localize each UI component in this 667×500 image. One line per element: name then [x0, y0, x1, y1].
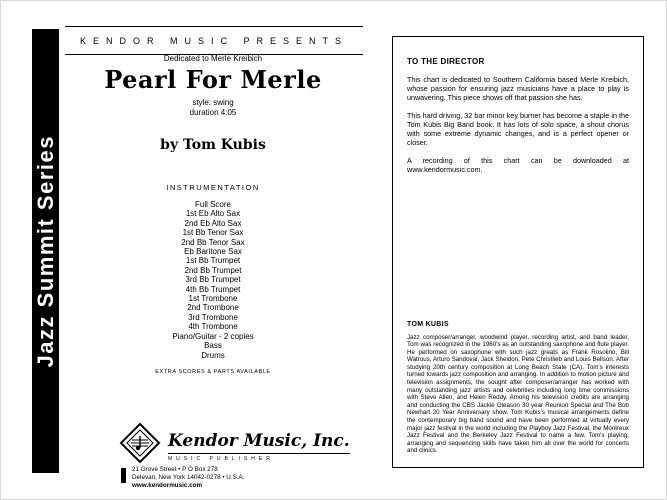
bio-text: Jazz composer/arranger, woodwind player, recording artist, and band leader, Tom was recognized in the 1960's as an outstanding saxophone and flute player. He performed on saxophone with such jazz greats as Frank Rosolino, Bill Watrous, Arturo Sandoval, Jack Sheldon, Pete Christlieb and Louis Bellson. After studying 20th century composition at Long Beach State (CA), Tom's interests turned towards jazz composition and arranging. In addition to motion picture and television assignments, the sought after composer/arranger has worked with many outstanding jazz artists and celebrities including long time commissions with Steve Allen, and Helen Reddy. Among his television credits are arranging and conducting the CBS Jackie Gleason 30 year Reunion Special and The Bob Newhart 20 Year Anniversary show. Tom Kubis's musical arrangements define the contemporary big band sound and have been performed at virtually every major jazz festival in the world including the Playboy Jazz Festival, the Montreux Jazz Festival and the Berkeley Jazz Festival to name a few. Tom's playing, arranging and sequencing skills have taken him all over the world for concerts and clinics.: [407, 333, 629, 455]
director-paragraph: A recording of this chart can be downloaded at www.kendormusic.com.: [407, 156, 629, 174]
publisher-block: [119, 422, 369, 490]
kendor-diamond-logo-icon: [119, 422, 161, 464]
series-sidebar: [32, 29, 59, 473]
instrument-item: 2nd Bb Tenor Sax: [181, 237, 245, 247]
instrument-item: 1st Bb Trumpet: [185, 256, 241, 266]
piece-title: Pearl For Merle: [104, 65, 322, 94]
director-paragraph: This chart is dedicated to Southern California based Merle Kreibich, whose passion for ensuring jazz musicians have a place to play is unwavering. This piece shows off that passion she has.: [407, 75, 629, 102]
instrument-item: 1st Bb Tenor Sax: [182, 228, 244, 238]
instrument-item: 2nd Eb Alto Sax: [184, 218, 242, 228]
instrument-item: Piano/Guitar - 2 copies: [172, 331, 254, 341]
instrumentation-list: [63, 183, 363, 360]
director-panel: [392, 36, 644, 468]
director-heading: TO THE DIRECTOR: [407, 57, 485, 66]
instrument-item: 3rd Trombone: [188, 312, 238, 322]
instrument-item: 2nd Bb Trumpet: [184, 265, 242, 275]
instrument-item: Full Score: [194, 200, 231, 209]
publisher-website: www.kendormusic.com: [132, 482, 203, 489]
composer-credit: by Tom Kubis: [160, 137, 266, 153]
style-line: style: swing: [192, 98, 234, 107]
publisher-address-line1: 21 Grove Street • P O Box 278: [132, 466, 218, 473]
publisher-name: Kendor Music, Inc.: [168, 431, 350, 451]
bio-heading: TOM KUBIS: [407, 320, 449, 328]
instrument-item: 4th Bb Trumpet: [185, 284, 241, 294]
publisher-address-line2: Delevan, New York 14042-0278 • U.S.A.: [132, 474, 245, 481]
instrument-item: Drums: [201, 350, 225, 360]
series-title: Jazz Summit Series: [32, 134, 58, 368]
publisher-banner-text: KENDOR MUSIC PRESENTS: [79, 36, 349, 46]
title-block: [63, 54, 363, 118]
instrumentation-heading: INSTRUMENTATION: [166, 183, 260, 192]
extra-scores-note: EXTRA SCORES & PARTS AVAILABLE: [155, 369, 271, 375]
duration-line: duration 4:05: [189, 108, 237, 117]
instrument-item: Bass: [204, 341, 222, 351]
address-marker: [121, 468, 126, 483]
dedication-line: Dedicated to Merle Kreibich: [163, 54, 263, 63]
instrument-item: Eb Baritone Sax: [184, 247, 242, 257]
publisher-tagline: MUSIC PUBLISHER: [168, 453, 350, 462]
instrument-item: 3rd Bb Trumpet: [185, 275, 241, 285]
instrument-item: 1st Trombone: [188, 294, 238, 304]
director-paragraph: This hard driving, 32 bar minor key burner has become a staple in the Tom Kubis Big Band book. It has lots of solo space, a shout chorus with some extreme dynamic changes, and is a perfect opener or closer.: [407, 111, 629, 147]
instrument-item: 4th Trombone: [188, 322, 238, 332]
instrument-item: 2nd Trombone: [187, 303, 239, 313]
panel-spacer: [407, 183, 629, 321]
instrument-item: 1st Eb Alto Sax: [185, 209, 241, 219]
publisher-banner: [65, 26, 363, 55]
